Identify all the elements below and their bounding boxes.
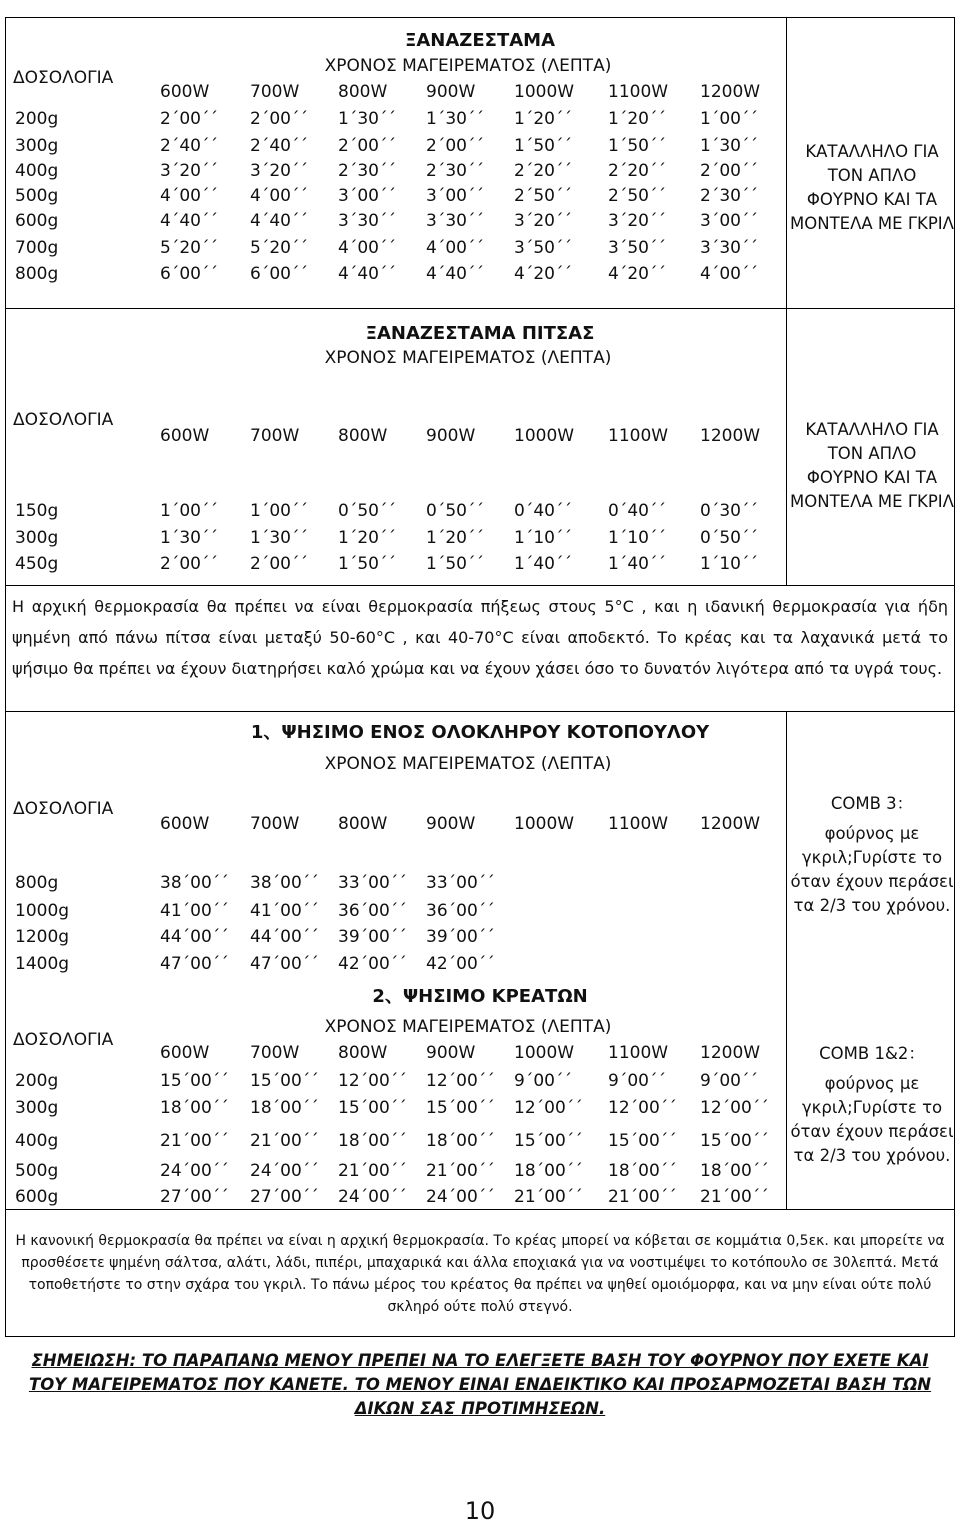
power-header: 900W — [426, 426, 476, 446]
column-divider — [786, 308, 787, 585]
time-cell: 24΄00΄΄ — [338, 1187, 407, 1207]
column-divider — [786, 18, 787, 308]
time-cell: 2΄50΄΄ — [514, 186, 572, 206]
time-cell: 18΄00΄΄ — [338, 1131, 407, 1151]
time-cell: 38΄00΄΄ — [250, 873, 319, 893]
time-cell: 36΄00΄΄ — [338, 901, 407, 921]
time-cell: 38΄00΄΄ — [160, 873, 229, 893]
time-cell: 6΄00΄΄ — [250, 264, 308, 284]
time-cell: 39΄00΄΄ — [426, 927, 495, 947]
time-cell: 1΄40΄΄ — [608, 554, 666, 574]
time-cell: 2΄00΄΄ — [700, 161, 758, 181]
time-cell: 12΄00΄΄ — [608, 1098, 677, 1118]
time-cell: 5΄20΄΄ — [160, 238, 218, 258]
power-header: 1100W — [608, 1043, 669, 1063]
time-cell: 4΄00΄΄ — [426, 238, 484, 258]
section-divider — [5, 585, 955, 586]
time-cell: 24΄00΄΄ — [160, 1161, 229, 1181]
weight-cell: 150g — [15, 501, 59, 521]
time-cell: 36΄00΄΄ — [426, 901, 495, 921]
time-cell: 4΄40΄΄ — [160, 211, 218, 231]
power-header: 600W — [160, 814, 210, 834]
time-cell: 4΄40΄΄ — [338, 264, 396, 284]
oven-note: ΚΑΤΑΛΛΗΛΟ ΓΙΑ ΤΟΝ ΑΠΛΟ ΦΟΥΡΝΟ ΚΑΙ ΤΑ ΜΟΝΤΕΛΑ ΜΕ ΓΚΡΙΛ — [790, 142, 954, 233]
weight-cell: 600g — [15, 1187, 59, 1207]
time-cell: 44΄00΄΄ — [250, 927, 319, 947]
weight-cell: 1400g — [15, 954, 70, 974]
weight-cell: 400g — [15, 161, 59, 181]
time-cell: 21΄00΄΄ — [338, 1161, 407, 1181]
dosage-label: ΔΟΣΟΛΟΓΙΑ — [13, 799, 114, 819]
time-cell: 3΄20΄΄ — [250, 161, 308, 181]
oven-note: ΚΑΤΑΛΛΗΛΟ ΓΙΑ ΤΟΝ ΑΠΛΟ ΦΟΥΡΝΟ ΚΑΙ ΤΑ ΜΟΝΤΕΛΑ ΜΕ ΓΚΡΙΛ — [790, 420, 954, 511]
time-cell: 18΄00΄΄ — [700, 1161, 769, 1181]
time-cell: 1΄10΄΄ — [608, 528, 666, 548]
time-cell: 15΄00΄΄ — [426, 1098, 495, 1118]
time-cell: 0΄40΄΄ — [608, 501, 666, 521]
time-cell: 1΄20΄΄ — [608, 109, 666, 129]
time-cell: 2΄00΄΄ — [160, 109, 218, 129]
time-cell: 21΄00΄΄ — [608, 1187, 677, 1207]
time-cell: 21΄00΄΄ — [426, 1161, 495, 1181]
power-header: 1100W — [608, 426, 669, 446]
time-cell: 2΄30΄΄ — [700, 186, 758, 206]
time-cell: 2΄30΄΄ — [338, 161, 396, 181]
time-cell: 3΄20΄΄ — [160, 161, 218, 181]
time-cell: 24΄00΄΄ — [426, 1187, 495, 1207]
time-cell: 1΄20΄΄ — [338, 528, 396, 548]
power-header: 800W — [338, 82, 388, 102]
time-cell: 4΄00΄΄ — [700, 264, 758, 284]
weight-cell: 500g — [15, 1161, 59, 1181]
time-cell: 15΄00΄΄ — [338, 1098, 407, 1118]
time-cell: 9΄00΄΄ — [608, 1071, 666, 1091]
time-cell: 18΄00΄΄ — [514, 1161, 583, 1181]
time-cell: 1΄50΄΄ — [608, 136, 666, 156]
time-cell: 12΄00΄΄ — [700, 1098, 769, 1118]
time-cell: 0΄50΄΄ — [426, 501, 484, 521]
time-cell: 0΄50΄΄ — [338, 501, 396, 521]
power-header: 1000W — [514, 814, 575, 834]
time-cell: 4΄40΄΄ — [426, 264, 484, 284]
time-cell: 2΄20΄΄ — [608, 161, 666, 181]
time-cell: 3΄00΄΄ — [426, 186, 484, 206]
weight-cell: 300g — [15, 1098, 59, 1118]
time-cell: 2΄00΄΄ — [338, 136, 396, 156]
time-cell: 15΄00΄΄ — [514, 1131, 583, 1151]
time-cell: 44΄00΄΄ — [160, 927, 229, 947]
time-cell: 42΄00΄΄ — [426, 954, 495, 974]
time-cell: 2΄20΄΄ — [514, 161, 572, 181]
power-header: 900W — [426, 82, 476, 102]
weight-cell: 200g — [15, 109, 59, 129]
time-cell: 1΄10΄΄ — [700, 554, 758, 574]
time-cell: 2΄30΄΄ — [426, 161, 484, 181]
time-cell: 1΄40΄΄ — [514, 554, 572, 574]
comb-instructions: φούρνος με γκριλ;Γυρίστε το όταν έχουν περάσει τα 2/3 του χρόνου. — [790, 1074, 954, 1165]
time-cell: 41΄00΄΄ — [160, 901, 229, 921]
time-cell: 15΄00΄΄ — [608, 1131, 677, 1151]
time-cell: 27΄00΄΄ — [250, 1187, 319, 1207]
time-cell: 2΄40΄΄ — [160, 136, 218, 156]
power-header: 800W — [338, 426, 388, 446]
time-cell: 3΄20΄΄ — [608, 211, 666, 231]
power-header: 1200W — [700, 426, 761, 446]
comb-note — [790, 792, 954, 918]
power-header: 600W — [160, 426, 210, 446]
time-cell: 21΄00΄΄ — [700, 1187, 769, 1207]
power-header: 1100W — [608, 814, 669, 834]
time-cell: 4΄20΄΄ — [608, 264, 666, 284]
time-cell: 42΄00΄΄ — [338, 954, 407, 974]
power-header: 1100W — [608, 82, 669, 102]
time-cell: 4΄20΄΄ — [514, 264, 572, 284]
time-cell: 1΄50΄΄ — [514, 136, 572, 156]
power-header: 600W — [160, 82, 210, 102]
time-cell: 12΄00΄΄ — [338, 1071, 407, 1091]
dosage-label: ΔΟΣΟΛΟΓΙΑ — [13, 410, 114, 430]
time-cell: 2΄00΄΄ — [250, 109, 308, 129]
power-header: 1000W — [514, 1043, 575, 1063]
section-subtitle: ΧΡΟΝΟΣ ΜΑΓΕΙΡΕΜΑΤΟΣ (ΛΕΠΤΑ) — [324, 56, 612, 76]
time-cell: 15΄00΄΄ — [160, 1071, 229, 1091]
section-subtitle: ΧΡΟΝΟΣ ΜΑΓΕΙΡΕΜΑΤΟΣ (ΛΕΠΤΑ) — [324, 754, 612, 774]
power-header: 700W — [250, 82, 300, 102]
section-divider — [5, 1209, 955, 1210]
time-cell: 15΄00΄΄ — [700, 1131, 769, 1151]
power-header: 600W — [160, 1043, 210, 1063]
time-cell: 12΄00΄΄ — [514, 1098, 583, 1118]
weight-cell: 300g — [15, 528, 59, 548]
power-header: 700W — [250, 814, 300, 834]
time-cell: 3΄00΄΄ — [338, 186, 396, 206]
column-divider — [786, 711, 787, 1209]
time-cell: 4΄00΄΄ — [250, 186, 308, 206]
cooking-paragraph: Η κανονική θερμοκρασία θα πρέπει να είναι η αρχική θερμοκρασία. Το κρέας μπορεί να κόβεται σε κομμάτια 0,5εκ. και μπορείτε να προσθέσετε ψημένη σάλτσα, αλάτι, λάδι, πιπέρι, μπαχαρικά και άλλα εποχιακά για να νοστιμέψει το κοτόπουλο σε 30λεπτά. Μετά τοποθετήστε το στην σχάρα του γκριλ. Το πάνω μέρος του κρέατος θα πρέπει να ψηθεί ομοιόμορφα, και να μην είναι ούτε πολύ σκληρό ούτε πολύ στεγνό. — [15, 1233, 945, 1315]
time-cell: 4΄40΄΄ — [250, 211, 308, 231]
power-header: 1000W — [514, 82, 575, 102]
section-title: 1、ΨΗΣΙΜΟ ΕΝΟΣ ΟΛΟΚΛΗΡΟΥ ΚΟΤΟΠΟΥΛΟΥ — [250, 722, 710, 743]
time-cell: 47΄00΄΄ — [250, 954, 319, 974]
weight-cell: 800g — [15, 873, 59, 893]
weight-cell: 800g — [15, 264, 59, 284]
section-title: 2、ΨΗΣΙΜΟ ΚΡΕΑΤΩΝ — [372, 986, 588, 1007]
time-cell: 47΄00΄΄ — [160, 954, 229, 974]
time-cell: 1΄50΄΄ — [426, 554, 484, 574]
time-cell: 4΄00΄΄ — [160, 186, 218, 206]
note-warning-text: ΣΗΜΕΙΩΣΗ: ΤΟ ΠΑΡΑΠΑΝΩ ΜΕΝΟΥ ΠΡΕΠΕΙ ΝΑ ΤΟ ΕΛΕΓΞΕΤΕ ΒΑΣΗ ΤΟΥ ΦΟΥΡΝΟΥ ΠΟΥ ΕΧΕΤΕ ΚΑΙ ΤΟΥ ΜΑΓΕΙΡΕΜΑΤΟΣ ΠΟΥ ΚΑΝΕΤΕ. ΤΟ ΜΕΝΟΥ ΕΙΝΑΙ ΕΝΔΕΙΚΤΙΚΟ ΚΑΙ ΠΡΟΣΑΡΜΟΖΕΤΑΙ ΒΑΣΗ ΤΩΝ ΔΙΚΩΝ ΣΑΣ ΠΡΟΤΙΜΗΣΕΩΝ. — [28, 1351, 932, 1418]
power-header: 1200W — [700, 1043, 761, 1063]
time-cell: 1΄30΄΄ — [250, 528, 308, 548]
time-cell: 1΄00΄΄ — [700, 109, 758, 129]
time-cell: 4΄00΄΄ — [338, 238, 396, 258]
time-cell: 2΄40΄΄ — [250, 136, 308, 156]
time-cell: 9΄00΄΄ — [700, 1071, 758, 1091]
section-divider — [5, 711, 955, 712]
time-cell: 3΄00΄΄ — [700, 211, 758, 231]
time-cell: 1΄20΄΄ — [426, 528, 484, 548]
power-header: 900W — [426, 1043, 476, 1063]
weight-cell: 700g — [15, 238, 59, 258]
weight-cell: 600g — [15, 211, 59, 231]
note-warning — [20, 1349, 940, 1421]
time-cell: 1΄50΄΄ — [338, 554, 396, 574]
time-cell: 3΄30΄΄ — [426, 211, 484, 231]
section-title: ΞΑΝΑΖΕΣΤΑΜΑ — [405, 30, 555, 51]
power-header: 1200W — [700, 814, 761, 834]
time-cell: 6΄00΄΄ — [160, 264, 218, 284]
time-cell: 1΄30΄΄ — [160, 528, 218, 548]
weight-cell: 1000g — [15, 901, 70, 921]
time-cell: 2΄00΄΄ — [426, 136, 484, 156]
time-cell: 1΄30΄΄ — [338, 109, 396, 129]
section-divider — [5, 308, 955, 309]
time-cell: 33΄00΄΄ — [338, 873, 407, 893]
power-header: 700W — [250, 426, 300, 446]
time-cell: 2΄50΄΄ — [608, 186, 666, 206]
time-cell: 3΄50΄΄ — [514, 238, 572, 258]
power-header: 700W — [250, 1043, 300, 1063]
weight-cell: 500g — [15, 186, 59, 206]
weight-cell: 300g — [15, 136, 59, 156]
dosage-label: ΔΟΣΟΛΟΓΙΑ — [13, 1030, 114, 1050]
section-subtitle: ΧΡΟΝΟΣ ΜΑΓΕΙΡΕΜΑΤΟΣ (ΛΕΠΤΑ) — [324, 1017, 612, 1037]
section-subtitle: ΧΡΟΝΟΣ ΜΑΓΕΙΡΕΜΑΤΟΣ (ΛΕΠΤΑ) — [324, 348, 612, 368]
time-cell: 1΄20΄΄ — [514, 109, 572, 129]
page-number: 10 — [464, 1497, 496, 1525]
comb-note — [790, 1042, 954, 1168]
temperature-paragraph: Η αρχική θερμοκρασία θα πρέπει να είναι θερμοκρασία πήξεως στους 5°C , και η ιδανική θερμοκρασία για ήδη ψημένη από πάνω πίτσα είναι μεταξύ 50-60°C , και 40-70°C είναι αποδεκτό. Το κρέας και τα λαχανικά μετά το ψήσιμο θα πρέπει να έχουν διατηρήσει καλό χρώμα και να έχουν χάσει όσο το δυνατόν λιγότερα από τα υγρά τους. — [12, 597, 948, 678]
time-cell: 18΄00΄΄ — [426, 1131, 495, 1151]
time-cell: 18΄00΄΄ — [160, 1098, 229, 1118]
time-cell: 0΄30΄΄ — [700, 501, 758, 521]
time-cell: 1΄00΄΄ — [160, 501, 218, 521]
power-header: 1200W — [700, 82, 761, 102]
weight-cell: 400g — [15, 1131, 59, 1151]
time-cell: 33΄00΄΄ — [426, 873, 495, 893]
time-cell: 3΄30΄΄ — [700, 238, 758, 258]
power-header: 900W — [426, 814, 476, 834]
time-cell: 2΄00΄΄ — [250, 554, 308, 574]
time-cell: 21΄00΄΄ — [250, 1131, 319, 1151]
comb-instructions: φούρνος με γκριλ;Γυρίστε το όταν έχουν περάσει τα 2/3 του χρόνου. — [790, 824, 954, 915]
time-cell: 41΄00΄΄ — [250, 901, 319, 921]
time-cell: 1΄10΄΄ — [514, 528, 572, 548]
time-cell: 5΄20΄΄ — [250, 238, 308, 258]
time-cell: 9΄00΄΄ — [514, 1071, 572, 1091]
time-cell: 39΄00΄΄ — [338, 927, 407, 947]
power-header: 1000W — [514, 426, 575, 446]
weight-cell: 450g — [15, 554, 59, 574]
power-header: 800W — [338, 1043, 388, 1063]
time-cell: 21΄00΄΄ — [160, 1131, 229, 1151]
time-cell: 3΄20΄΄ — [514, 211, 572, 231]
time-cell: 1΄30΄΄ — [700, 136, 758, 156]
time-cell: 2΄00΄΄ — [160, 554, 218, 574]
time-cell: 1΄30΄΄ — [426, 109, 484, 129]
time-cell: 27΄00΄΄ — [160, 1187, 229, 1207]
time-cell: 0΄40΄΄ — [514, 501, 572, 521]
time-cell: 21΄00΄΄ — [514, 1187, 583, 1207]
time-cell: 3΄50΄΄ — [608, 238, 666, 258]
time-cell: 1΄00΄΄ — [250, 501, 308, 521]
time-cell: 24΄00΄΄ — [250, 1161, 319, 1181]
time-cell: 15΄00΄΄ — [250, 1071, 319, 1091]
weight-cell: 200g — [15, 1071, 59, 1091]
time-cell: 18΄00΄΄ — [608, 1161, 677, 1181]
time-cell: 3΄30΄΄ — [338, 211, 396, 231]
time-cell: 12΄00΄΄ — [426, 1071, 495, 1091]
power-header: 800W — [338, 814, 388, 834]
weight-cell: 1200g — [15, 927, 70, 947]
section-title: ΞΑΝΑΖΕΣΤΑΜΑ ΠΙΤΣΑΣ — [365, 323, 595, 344]
time-cell: 0΄50΄΄ — [700, 528, 758, 548]
comb-label: COMB 1&2： — [819, 1044, 925, 1063]
comb-label: COMB 3： — [830, 794, 914, 813]
dosage-label: ΔΟΣΟΛΟΓΙΑ — [13, 68, 114, 88]
time-cell: 18΄00΄΄ — [250, 1098, 319, 1118]
